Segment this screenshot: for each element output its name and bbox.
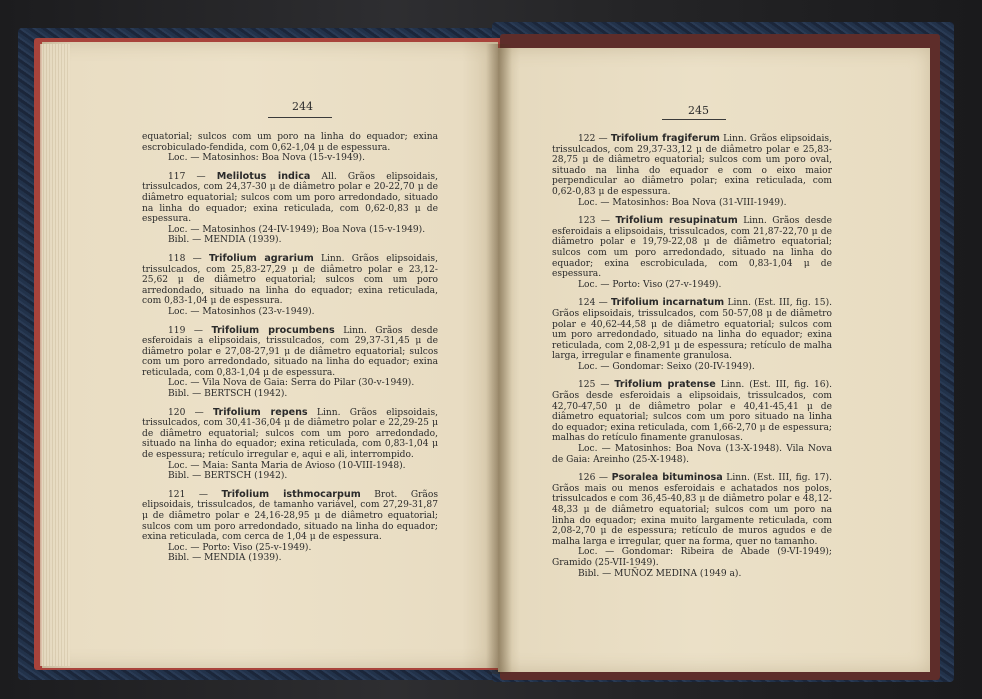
paragraph-text: Bibl. — BERTSCH (1942). [168,389,288,400]
left-text-column [142,132,438,564]
right-header-rule [662,119,726,120]
entry-number: 121 — [168,489,222,500]
species-name: Trifolium fragiferum [610,133,720,144]
species-entry [142,490,438,543]
entry-number: 124 — [578,298,612,309]
paragraph-text: Loc. — Maia: Santa Maria de Avioso (10-VIII-1948). [168,460,406,471]
paragraph-text: Loc. — Vila Nova de Gaia: Serra do Pilar (30-v-1949). [168,378,415,389]
entry-number: 122 — [578,134,611,144]
species-entry [552,473,832,547]
text-paragraph [552,569,832,580]
species-entry [142,326,438,379]
paragraph-text: Loc. — Gondomar: Seixo (20-IV-1949). [578,361,755,372]
paragraph-text: Linn. (Est. III, fig. 16). Grãos desde esferoidais a elipsoidais, trissulcados, com 42,70-47,50 μ de diâmetro polar e 40,41-45,41 μ de diâmetro equatorial; sulcos com um poro situado na linha do equador; exina reticulada, com 1,66-2,70 μ de espessura; malhas do retículo finamente granulosas. [552,380,833,444]
paragraph-text: Brot. Grãos elipsoidais, trissulcados, de tamanho variável, com 27,29-31,87 μ de diâmetro polar e 24,16-28,95 μ de diâmetro equatorial; sulcos com um poro arredondado, situado na linha do equador; exina reticulada, com cerca de 1,04 μ de espessura. [142,489,438,543]
entry-number: 119 — [168,325,212,336]
text-paragraph [552,280,832,291]
text-paragraph [142,461,438,472]
species-entry [552,134,832,198]
paragraph-text: Loc. — Matosinhos: Boa Nova (13-X-1948). Vila Nova de Gaia: Areinho (25-X-1948). [552,444,832,465]
paragraph-text: Bibl. — MENDIA (1939). [168,235,282,246]
entry-number: 126 — [578,473,612,484]
entry-number: 118 — [168,253,209,264]
book-gutter [486,44,512,674]
left-header-rule [268,117,332,118]
paragraph-text: All. Grãos elipsoidais, trissulcados, com 24,37-30 μ de diâmetro polar e 20-22,70 μ de diâmetro equatorial; sulcos com um poro arredondado, situado na linha do equador; exina reticulada, com 0,62-0,83 μ de espessura. [142,171,438,225]
species-name: Melilotus indica [216,170,311,182]
species-name: Trifolium procumbens [211,324,335,336]
paragraph-text: Loc. — Matosinhos (23-v-1949). [168,306,315,317]
paragraph-text: Loc. — Matosinhos: Boa Nova (31-VIII-1949). [578,197,787,208]
paragraph-text: Loc. — Matosinhos (24-IV-1949); Boa Nova (15-v-1949). [168,224,426,235]
paragraph-text: Linn. Grãos elipsoidais, trissulcados, com 25,83-27,29 μ de diâmetro polar e 23,12-25,62 μ de diâmetro equatorial; sulcos com um poro arredondado, situado na linha do equador; exina reticulada, com 0,83-1,04 μ de espessura. [142,253,438,307]
entry-number: 120 — [168,407,214,418]
species-entry [552,380,832,444]
species-entry [142,408,438,461]
text-paragraph [552,444,832,465]
species-entry [142,254,438,307]
entry-number: 125 — [578,380,615,391]
text-paragraph [142,389,438,400]
paragraph-text: Loc. — Gondomar: Ribeira de Abade (9-VI-1949); Gramido (25-VII-1949). [552,547,832,568]
species-name: Trifolium resupinatum [615,215,738,227]
paragraph-text: Loc. — Porto: Viso (25-v-1949). [168,542,312,553]
text-paragraph [552,362,832,373]
paragraph-text: equatorial; sulcos com um poro na linha do equador; exina escrobiculado-fendida, com 0,62-1,04 μ de espessura. [142,132,438,153]
text-paragraph [142,553,438,564]
text-paragraph [142,153,438,164]
species-entry [142,172,438,225]
paragraph-text: Loc. — Matosinhos: Boa Nova (15-v-1949). [168,153,365,164]
text-paragraph [142,307,438,318]
left-page-number: 244 [292,100,313,113]
text-paragraph [552,198,832,209]
paragraph-text: Linn. (Est. III, fig. 17). Grãos mais ou menos esferoidais e achatados nos polos, trissulcados e com 36,45-40,83 μ de diâmetro polar e 48,12-48,33 μ de diâmetro equatorial; sulcos com um poro na linha do equador; exina muito largamente reticulada, com 2,08-2,70 μ de espessura; retículo de muros agudos e de malha larga e irregular, quer na forma, quer no tamanho. [552,473,832,547]
species-name: Trifolium agrarium [208,252,314,264]
text-paragraph [142,378,438,389]
text-paragraph [142,132,438,153]
paragraph-text: Loc. — Porto: Viso (27-v-1949). [578,279,722,290]
species-name: Trifolium repens [213,406,308,418]
page-stack-edge [40,44,70,666]
species-name: Trifolium isthmocarpum [221,488,361,500]
species-entry [552,216,832,280]
text-paragraph [142,471,438,482]
paragraph-text: Linn. (Est. III, fig. 15). Grãos elipsoidais, trissulcados, com 50-57,08 μ de diâmetro polar e 40,62-44,58 μ de diâmetro equatorial; sulcos com um poro arredondado, situado na linha do equador; exina reticulada, com 2,08-2,91 μ de espessura; retículo de malha larga, irregular e finamente granulosa. [552,298,833,362]
entry-number: 117 — [168,171,217,182]
text-paragraph [142,543,438,554]
right-page-number: 245 [688,104,709,117]
entry-number: 123 — [578,216,616,227]
paragraph-text: Bibl. — BERTSCH (1942). [168,471,288,482]
species-entry [552,298,832,362]
paragraph-text: Linn. Grãos elipsoidais, trissulcados, com 30,41-36,04 μ de diâmetro polar e 22,29-25 μ de diâmetro equatorial; sulcos com um poro arredondado, situado na linha do equador; exina reticulada, com 0,83-1,04 μ de espessura; retículo irregular e, aqui e ali, interrompido. [142,407,439,461]
species-name: Psoralea bituminosa [611,472,723,484]
paragraph-text: Bibl. — MENDIA (1939). [168,553,282,564]
paragraph-text: Bibl. — MUÑOZ MEDINA (1949 a). [578,568,742,579]
species-name: Trifolium pratense [614,379,716,391]
text-paragraph [142,235,438,246]
paragraph-text: Linn. Grãos desde esferoidais a elipsoidais, trissulcados, com 21,87-22,70 μ de diâmetro polar e 19,79-22,08 μ de diâmetro equatorial; sulcos com um poro arredondado, situado na linha do equador; exina escrobiculada, com 0,83-1,04 μ de espessura. [552,216,832,280]
right-text-column [552,134,832,579]
text-paragraph [552,547,832,568]
text-paragraph [142,225,438,236]
species-name: Trifolium incarnatum [611,297,725,309]
paragraph-text: Linn. Grãos desde esferoidais a elipsoidais, trissulcados, com 29,37-31,45 μ de diâmetro polar e 27,08-27,91 μ de diâmetro equatorial; sulcos com um poro arredondado, situado na linha do equador; exina reticulada, com 0,83-1,04 μ de espessura. [142,325,438,378]
paragraph-text: Linn. Grãos elipsoidais, trissulcados, com 29,37-33,12 μ de diâmetro polar e 25,83-28,75 μ de diâmetro equatorial; sulcos com um poro oval, situado na linha do equador e com o eixo maior perpendicular ao diâmetro polar; exina reticulada, com 0,62-0,83 μ de espessura. [552,134,832,197]
